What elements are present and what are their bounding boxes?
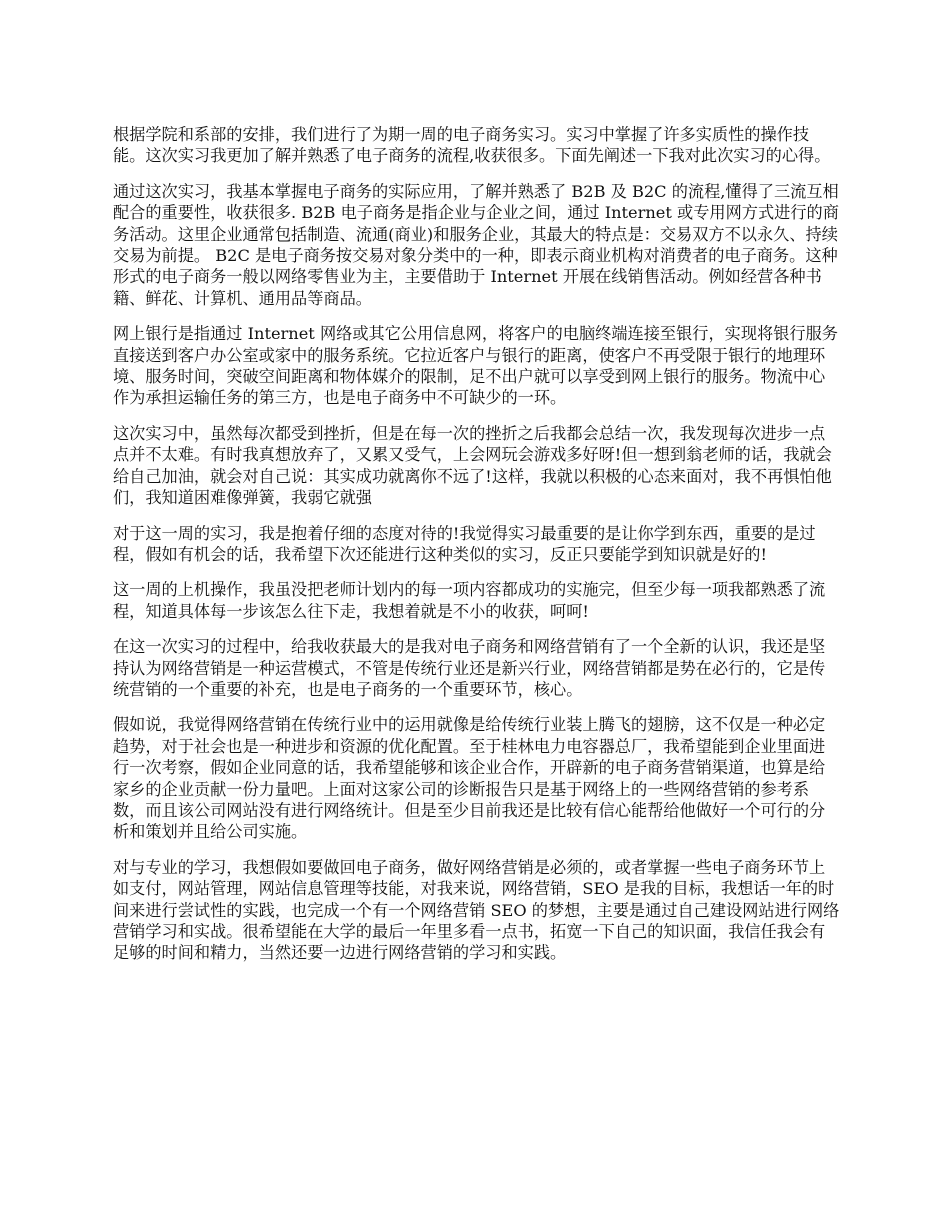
document-body <box>113 124 840 964</box>
paragraph-7: 在这一次实习的过程中，给我收获最大的是我对电子商务和网络营销有了一个全新的认识，我还是坚持认为网络营销是一种运营模式，不管是传统行业还是新兴行业，网络营销都是势在必行的，它是传统营销的一个重要的补充，也是电子商务的一个重要环节，核心。 <box>113 637 826 699</box>
paragraph-5: 对于这一周的实习，我是抱着仔细的态度对待的!我觉得实习最重要的是让你学到东西，重要的是过程，假如有机会的话，我希望下次还能进行这种类似的实习，反正只要能学到知识就是好的! <box>113 523 816 564</box>
paragraph-8: 假如说，我觉得网络营销在传统行业中的运用就像是给传统行业装上腾飞的翅膀，这不仅是一种必定趋势，对于社会也是一种进步和资源的优化配置。至于桂林电力电容器总厂，我希望能到企业里面进行一次考察，假如企业同意的话，我希望能够和该企业合作，开辟新的电子商务营销渠道，也算是给家乡的企业贡献一份力量吧。上面对这家公司的诊断报告只是基于网络上的一些网络营销的参考系数，而且该公司网站没有进行网络统计。但是至少目前我还是比较有信心能帮给他做好一个可行的分析和策划并且给公司实施。 <box>113 715 826 842</box>
paragraph-4: 这次实习中，虽然每次都受到挫折，但是在每一次的挫折之后我都会总结一次，我发现每次进步一点点并不太难。有时我真想放弃了，又累又受气，上会网玩会游戏多好呀!但一想到翁老师的话，我就会给自己加油，就会对自己说：其实成功就离你不远了!这样，我就以积极的心态来面对，我不再惧怕他们，我知道困难像弹簧，我弱它就强 <box>113 423 832 508</box>
paragraph-6: 这一周的上机操作，我虽没把老师计划内的每一项内容都成功的实施完，但至少每一项我都熟悉了流程，知道具体每一步该怎么往下走，我想着就是不小的收获，呵呵! <box>113 580 826 621</box>
paragraph-2: 通过这次实习，我基本掌握电子商务的实际应用，了解并熟悉了 B2B 及 B2C 的流程,懂得了三流互相配合的重要性，收获很多. B2B 电子商务是指企业与企业之间，通过 Internet 或专用网方式进行的商务活动。这里企业通常包括制造、流通(商业)和服务企业，其最大的特点是：交易双方不以永久、持续交易为前提。 B2C 是电子商务按交易对象分类中的一种，即表示商业机构对消费者的电子商务。这种形式的电子商务一般以网络零售业为主，主要借助于 Internet 开展在线销售活动。例如经营各种书籍、鲜花、计算机、通用品等商品。 <box>113 181 839 308</box>
paragraph-9: 对与专业的学习，我想假如要做回电子商务，做好网络营销是必须的，或者掌握一些电子商务环节上如支付，网站管理，网站信息管理等技能，对我来说，网络营销，SEO 是我的目标，我想话一年的时间来进行尝试性的实践，也完成一个有一个网络营销 SEO 的梦想，主要是通过自己建设网站进行网络营销学习和实战。很希望能在大学的最后一年里多看一点书，拓宽一下自己的知识面，我信任我会有足够的时间和精力，当然还要一边进行网络营销的学习和实践。 <box>113 857 840 963</box>
paragraph-3: 网上银行是指通过 Internet 网络或其它公用信息网，将客户的电脑终端连接至银行，实现将银行服务直接送到客户办公室或家中的服务系统。它拉近客户与银行的距离，使客户不再受限于银行的地理环境、服务时间，突破空间距离和物体媒介的限制，足不出户就可以享受到网上银行的服务。物流中心作为承担运输任务的第三方，也是电子商务中不可缺少的一环。 <box>113 324 838 408</box>
paragraph-1: 根据学院和系部的安排，我们进行了为期一周的电子商务实习。实习中掌握了许多实质性的操作技能。这次实习我更加了解并熟悉了电子商务的流程,收获很多。下面先阐述一下我对此次实习的心得。 <box>113 125 831 166</box>
